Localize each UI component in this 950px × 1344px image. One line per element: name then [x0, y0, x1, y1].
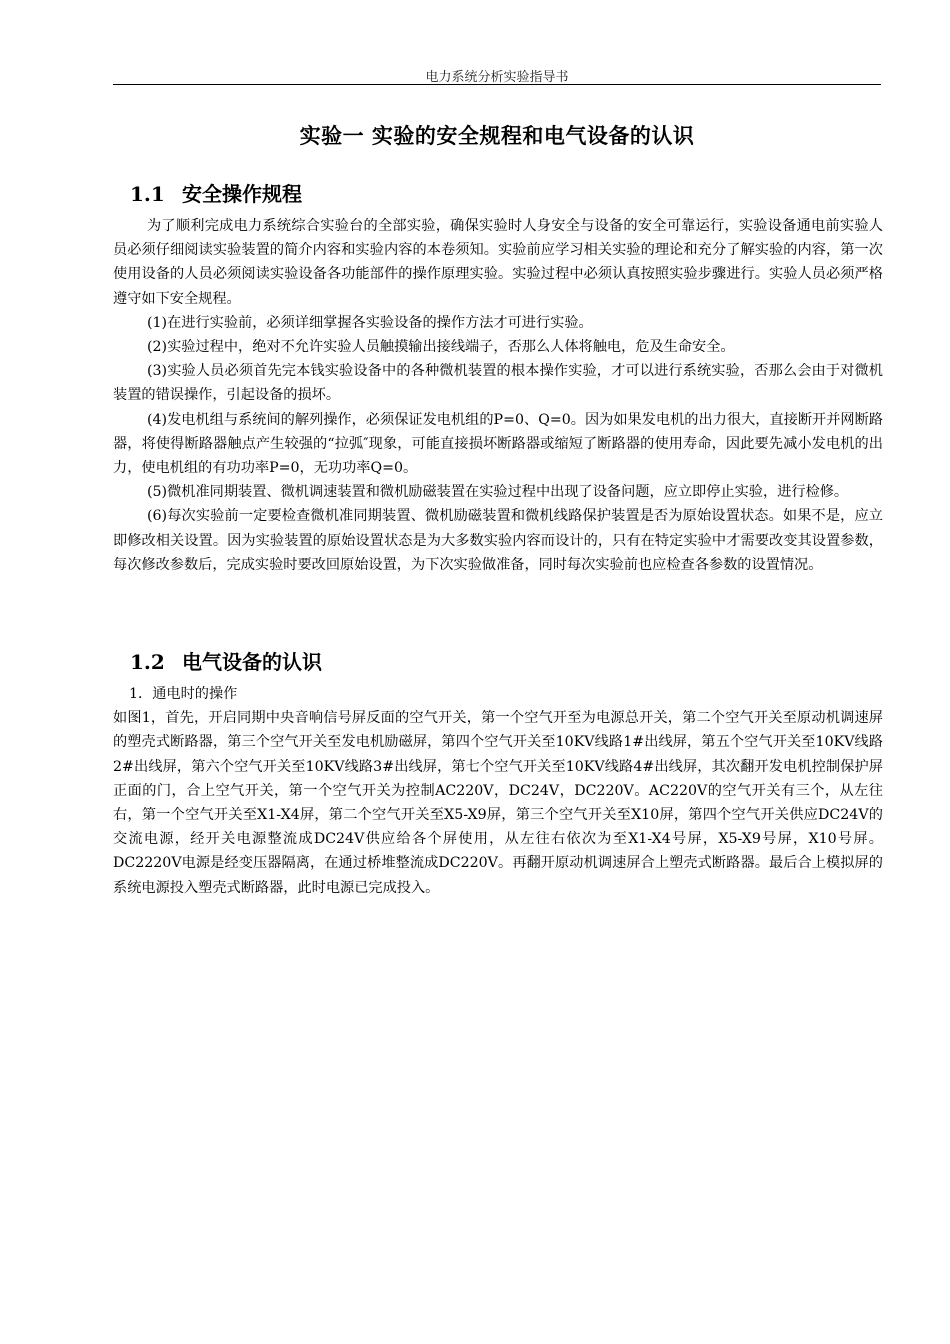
intro-paragraph: 为了顺利完成电力系统综合实验台的全部实验，确保实验时人身安全与设备的安全可靠运行，实验设备通电前实验人员必须仔细阅读实验装置的简介内容和实验内容的本卷须知。实验前应学习相关实验的理论和充分了解实验的内容，第一次使用设备的人员必须阅读实验设备各功能部件的操作原理实验。实验过程中必须认真按照实验步骤进行。实验人员必须严格遵守如下安全规程。 — [113, 218, 883, 307]
subheading: 1．通电时的操作 — [129, 686, 238, 702]
section-title: 电气设备的认识 — [182, 650, 322, 674]
section-title: 安全操作规程 — [182, 182, 302, 206]
rule-item: (3)实验人员必须首先完本钱实验设备中的各种微机装置的根本操作实验，才可以进行系统实验，否那么会由于对微机装置的错误操作，引起设备的损坏。 — [113, 363, 883, 404]
rule-item: (6)每次实验前一定要检查微机准同期装置、微机励磁装置和微机线路保护装置是否为原始设置状态。如果不是，应立即修改相关设置。因为实验装置的原始设置状态是为大多数实验内容而设计的，只有在特定实验中才需要改变其设置参数，每次修改参数后，完成实验时要改回原始设置，为下次实验做准备，同时每次实验前也应检查各参数的设置情况。 — [113, 508, 883, 573]
body-paragraph: 如图1，首先，开启同期中央音响信号屏反面的空气开关，第一个空气开至为电源总开关，第二个空气开关至原动机调速屏的塑壳式断路器，第三个空气开关至发电机励磁屏，第四个空气开关至10KV线路1#出线屏，第五个空气开关至10KV线路2#出线屏，第六个空气开关至10KV线路3#出线屏，第七个空气开关至10KV线路4#出线屏，其次翻开发电机控制保护屏正面的门，合上空气开关，第一个空气开关为控制AC220V，DC24V，DC220V。AC220V的空气开关有三个，从左往右，第一个空气开关至X1-X4屏，第二个空气开关至X5-X9屏，第三个空气开关至X10屏，第四个空气开关供应DC24V的交流电源，经开关电源整流成DC24V供应给各个屏使用，从左往右依次为至X1-X4号屏，X5-X9号屏，X10号屏。DC2220V电源是经变压器隔离，在通过桥堆整流成DC220V。再翻开原动机调速屏合上塑壳式断路器。最后合上模拟屏的系统电源投入塑壳式断路器，此时电源已完成投入。 — [113, 710, 883, 896]
rule-item: (5)微机准同期装置、微机调速装置和微机励磁装置在实验过程中出现了设备问题，应立即停止实验，进行检修。 — [147, 484, 849, 501]
page-title: 实验一 实验的安全规程和电气设备的认识 — [299, 123, 695, 148]
section-number: 1.2 — [130, 650, 165, 674]
section-heading-1-2 — [130, 646, 322, 675]
section-number: 1.1 — [130, 182, 165, 206]
rule-item: (2)实验过程中，绝对不允许实验人员触摸输出接线端子，否那么人体将触电，危及生命安全。 — [147, 339, 735, 356]
section-1-2-body — [113, 682, 883, 900]
section-1-1-body — [113, 214, 883, 577]
rule-item: (1)在进行实验前，必须详细掌握各实验设备的操作方法才可进行实验。 — [147, 314, 593, 331]
rule-item: (4)发电机组与系统间的解列操作，必须保证发电机组的P=0、Q=0。因为如果发电机的出力很大，直接断开并网断路器，将使得断路器触点产生较强的“拉弧″现象，可能直接损坏断路器或缩短了断路器的使用寿命，因此要先减小发电机的出力，使电机组的有功功率P=0，无功功率Q=0。 — [113, 411, 883, 477]
header-divider — [113, 84, 881, 85]
running-header: 电力系统分析实验指导书 — [425, 70, 569, 85]
section-heading-1-1 — [130, 178, 302, 207]
